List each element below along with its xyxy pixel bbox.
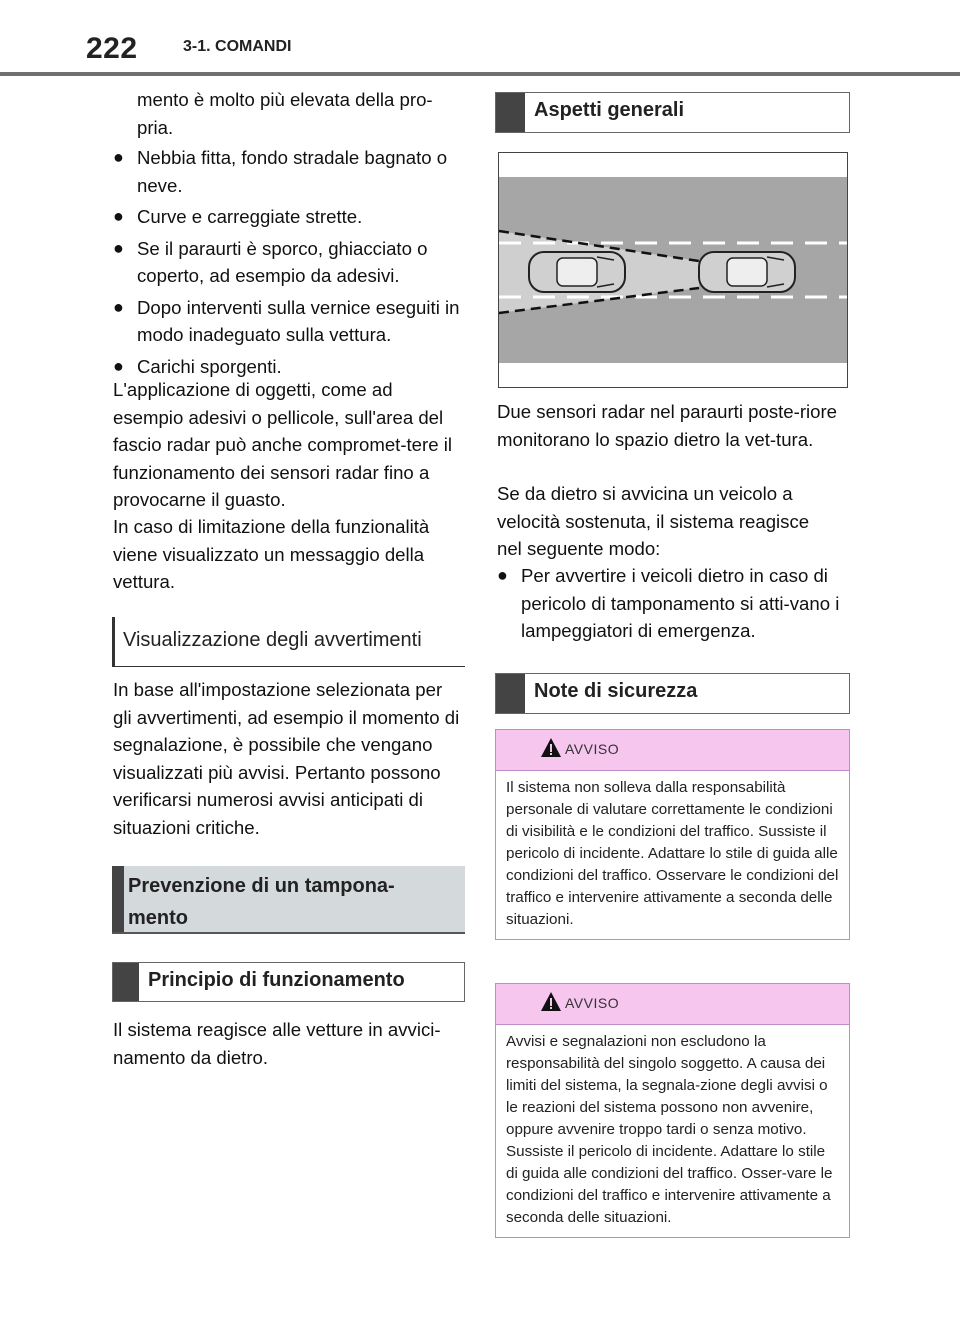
heading-text: Aspetti generali [534, 99, 685, 121]
bullet-dot-icon: ● [113, 296, 124, 317]
left-para-1 [113, 376, 463, 514]
warning-label: AVVISO [565, 995, 620, 1011]
list-item [113, 144, 467, 199]
heading-bar [113, 963, 139, 1001]
warning-text: Avvisi e segnalazioni non escludono la responsabilità del singolo soggetto. A causa dei limiti del sistema, la segnala-zione degli avvisi o le reazioni del sistema possono non avvenire, oppure avvenire troppo tardi o senza motivo. Sussiste il pericolo di incidente. Adattare lo stile di guida alle condizioni del traffico. Osser-vare le condizioni del traffico e intervenire attivamente a seconda delle situazioni. [506, 1033, 833, 1226]
bullet-text: Dopo interventi sulla vernice eseguiti in modo inadeguato sulla vettura. [137, 296, 460, 345]
heading-text: Note di sicurezza [534, 680, 698, 702]
bullet-text: Se il paraurti è sporco, ghiacciato o coperto, ad esempio da adesivi. [137, 237, 428, 286]
section-title: 3-1. COMANDI [183, 38, 292, 55]
heading-bar [496, 93, 525, 132]
heading-text: Prevenzione di un tampona-mento [128, 875, 395, 929]
heading-text: Visualizzazione degli avvertimenti [123, 629, 422, 651]
paragraph: In base all'impostazione selezionata per gli avvertimenti, ad esempio il momento di segnalazione, è possibile che vengano visualizzati più avvisi. Pertanto possono verificarsi numerosi avvisi anticipati di situazioni critiche. [113, 679, 460, 838]
bullet-dot-icon: ● [113, 206, 124, 226]
left-bullet-list [113, 144, 467, 380]
paragraph: Due sensori radar nel paraurti poste-riore monitorano lo spazio dietro la vet-tura. [497, 401, 838, 450]
heading-collision-prevention [112, 866, 465, 934]
heading-warnings-display [112, 617, 465, 667]
heading-bar [496, 674, 525, 713]
warning-header [496, 730, 849, 771]
warning-triangle-icon [540, 991, 562, 1013]
bullet-dot-icon: ● [497, 565, 508, 585]
heading-bar [112, 866, 124, 932]
left-para-continuation [137, 86, 467, 141]
list-item [113, 235, 467, 290]
right-bullet-list [497, 562, 847, 645]
heading-operating-principle [112, 962, 465, 1002]
warning-box [495, 729, 850, 940]
radar-diagram-illustration [499, 153, 847, 387]
warning-label: AVVISO [565, 741, 620, 757]
bullet-dot-icon: ● [113, 147, 124, 167]
page-number: 222 [86, 32, 138, 65]
warning-triangle-icon [540, 737, 562, 759]
rear-car-icon [529, 252, 625, 292]
heading-safety-notes [495, 673, 850, 714]
approaching-car-icon [699, 252, 795, 292]
paragraph: In caso di limitazione della funzionalità viene visualizzato un messaggio della vettura. [113, 516, 430, 592]
left-para-4 [113, 1016, 465, 1071]
left-para-3 [113, 676, 463, 841]
header-rule [0, 72, 960, 76]
right-para-2 [497, 480, 837, 563]
warning-header [496, 984, 849, 1025]
list-item [113, 294, 467, 349]
warning-text: Il sistema non solleva dalla responsabilità personale di valutare correttamente le condizioni di visibilità e le condizioni del traffico. Sussiste il pericolo di incidente. Adattare lo stile di guida alle condizioni del traffico. Osservare le condizioni del traffico e intervenire attivamente a seconda delle situazioni. [506, 779, 839, 928]
radar-diagram [498, 152, 848, 388]
paragraph: L'applicazione di oggetti, come ad esempio adesivi o pellicole, sull'area del fascio radar può anche compromet-tere il funzionamento dei sensori radar fino a provocarne il guasto. [113, 379, 452, 510]
bullet-text: Curve e carreggiate strette. [137, 206, 363, 227]
continuation-text: mento è molto più elevata della pro- pria. [137, 89, 433, 138]
paragraph: Il sistema reagisce alle vetture in avvici-namento da dietro. [113, 1019, 441, 1068]
list-item [113, 203, 467, 231]
right-para-1 [497, 398, 847, 453]
list-item [497, 562, 847, 645]
paragraph: Se da dietro si avvicina un veicolo a velocità sostenuta, il sistema reagisce nel seguente modo: [497, 483, 810, 559]
bullet-dot-icon: ● [113, 355, 124, 376]
left-para-2 [113, 513, 463, 596]
heading-general-aspects [495, 92, 850, 133]
bullet-text: Nebbia fitta, fondo stradale bagnato o neve. [137, 147, 448, 196]
warning-box [495, 983, 850, 1238]
bullet-text: Carichi sporgenti. [137, 355, 282, 377]
bullet-dot-icon: ● [113, 237, 124, 258]
heading-text: Principio di funzionamento [148, 969, 405, 991]
bullet-text: Per avvertire i veicoli dietro in caso di pericolo di tamponamento si atti-vano i lampeggiatori di emergenza. [521, 565, 840, 641]
